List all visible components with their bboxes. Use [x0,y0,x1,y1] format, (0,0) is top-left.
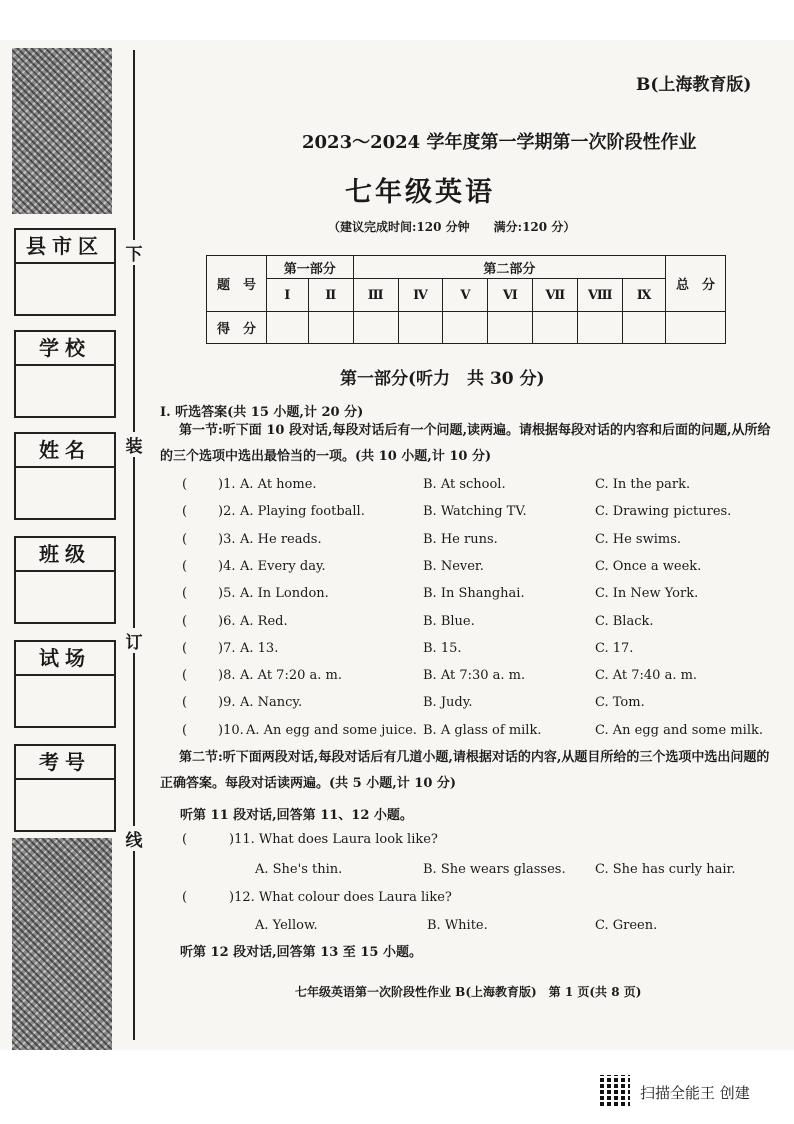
option-a: A. Yellow. [255,918,318,933]
section-title: Ⅰ. 听选答案(共 15 小题,计 20 分) [160,405,364,420]
question-row [182,586,782,610]
question-number: )10. [218,722,244,738]
question-row [182,695,782,719]
answer-blank[interactable]: ( [182,586,188,602]
option-b: B. White. [427,918,488,933]
question-11 [182,832,782,856]
answer-blank[interactable]: ( [182,668,188,684]
question-number: )7. [218,640,236,656]
option-a: A. Nancy. [240,695,303,711]
option-c: C. 17. [595,640,634,656]
page-footer: 七年级英语第一次阶段性作业 B(上海教育版) 第 1 页(共 8 页) [295,985,642,999]
option-c: C. He swims. [595,531,681,547]
option-a: A. Playing football. [240,504,365,520]
option-a: A. Every day. [240,558,326,574]
answer-blank[interactable]: ( [182,613,188,629]
field-label: 县市区 [16,230,114,264]
dialog12-note: 听第 12 段对话,回答第 13 至 15 小题。 [180,945,422,960]
question-12 [182,890,782,914]
question-row [182,641,782,665]
answer-blank[interactable]: ( [182,695,188,711]
option-c: C. Tom. [595,695,645,711]
col-numeral: Ⅳ [398,279,443,312]
option-a: A. At 7:20 a. m. [240,668,342,684]
score-cell[interactable] [353,312,398,344]
field-label: 试场 [16,642,114,676]
option-b: B. Blue. [423,613,475,629]
option-b: B. She wears glasses. [423,862,566,877]
question-row [182,504,782,528]
field-label: 班级 [16,538,114,572]
answer-blank[interactable]: ( [182,832,188,847]
scanner-watermark: 扫描全能王 创建 [640,1084,750,1102]
question-12-options [182,918,782,942]
question-row [182,559,782,583]
option-a: A. In London. [240,586,329,602]
col-numeral: Ⅲ [353,279,398,312]
col-numeral: Ⅸ [623,279,666,312]
option-a: A. She's thin. [255,862,343,877]
option-a: A. An egg and some juice. [246,722,417,738]
option-b: B. In Shanghai. [423,586,525,602]
binding-pattern-top [12,48,112,214]
answer-blank[interactable]: ( [182,640,188,656]
binding-pattern-bottom [12,838,112,1050]
binding-mark-xian: 线 [124,826,144,851]
score-cell[interactable] [443,312,488,344]
option-b: B. At 7:30 a. m. [423,668,526,684]
score-cell-total[interactable] [666,312,726,344]
option-c: C. Once a week. [595,558,702,574]
field-exam-room[interactable] [14,640,116,728]
option-b: B. 15. [423,640,462,656]
col-numeral: Ⅴ [443,279,488,312]
part1-header: 第一部分 [266,256,353,279]
option-a: A. He reads. [240,531,322,547]
score-cell[interactable] [623,312,666,344]
answer-blank[interactable]: ( [182,558,188,574]
col-numeral: Ⅶ [533,279,578,312]
question-number: )6. [218,613,236,629]
row-label-score: 得 分 [207,312,267,344]
section2-intro: 第二节:听下面两段对话,每段对话后有几道小题,请根据对话的内容,从题目所给的三个选项中选出问题的正确答案。每段对话读两遍。(共 5 小题,计 10 分) [160,750,770,791]
field-class[interactable] [14,536,116,624]
field-name[interactable] [14,432,116,520]
page-title: 七年级英语 [345,177,495,208]
binding-mark-xia: 下 [124,240,144,265]
answer-blank[interactable]: ( [182,477,188,492]
binding-mark-ding: 订 [124,628,144,653]
option-b: B. A glass of milk. [423,722,542,738]
field-school[interactable] [14,330,116,418]
option-b: B. Never. [423,558,484,574]
score-cell[interactable] [308,312,353,344]
question-row [182,532,782,556]
field-label: 姓名 [16,434,114,468]
option-c: C. At 7:40 a. m. [595,668,698,684]
option-c: C. Black. [595,613,654,629]
question-number: )4. [218,558,236,574]
part-title: 第一部分(听力 共 30 分) [340,369,545,389]
option-b: B. He runs. [423,531,498,547]
question-row [182,723,782,747]
score-cell[interactable] [488,312,533,344]
answer-blank[interactable]: ( [182,890,188,905]
option-a: A. 13. [240,640,279,656]
binding-line [133,50,135,1040]
answer-blank[interactable]: ( [182,531,188,547]
option-c: C. In New York. [595,586,699,602]
option-c: C. In the park. [595,477,691,492]
option-c: C. She has curly hair. [595,862,736,877]
option-c: C. Green. [595,918,658,933]
col-numeral: Ⅱ [308,279,353,312]
answer-blank[interactable]: ( [182,722,188,738]
option-a: A. At home. [240,477,317,492]
part2-header: 第二部分 [353,256,665,279]
section1-intro: 第一节:听下面 10 段对话,每段对话后有一个问题,读两遍。请根据每段对话的内容和后面的问题,从所给的三个选项中选出最恰当的一项。(共 10 小题,计 10 分) [160,423,771,464]
option-c: C. Drawing pictures. [595,504,732,520]
question-11-options [182,862,782,886]
question-row [182,477,782,501]
score-table [206,255,726,344]
option-b: B. Watching TV. [423,504,527,520]
question-number: )3. [218,531,236,547]
question-number: )1. [218,477,236,492]
dialog11-note: 听第 11 段对话,回答第 11、12 小题。 [180,808,413,823]
question-number: )9. [218,695,236,711]
score-cell[interactable] [578,312,623,344]
total-header: 总 分 [666,256,726,312]
col-numeral: Ⅰ [266,279,308,312]
field-label: 学校 [16,332,114,366]
question-row [182,614,782,638]
option-c: C. An egg and some milk. [595,722,763,738]
option-a: A. Red. [240,613,288,629]
score-cell[interactable] [266,312,308,344]
field-exam-number[interactable] [14,744,116,832]
field-label: 考号 [16,746,114,780]
time-note: （建议完成时间:120 分钟 满分:120 分） [328,220,576,234]
edition-label: B(上海教育版) [636,75,752,95]
option-b: B. At school. [423,477,506,492]
question-number: )2. [218,504,236,520]
answer-blank[interactable]: ( [182,504,188,520]
question-number: )5. [218,586,236,602]
col-numeral: Ⅷ [578,279,623,312]
term-header: 2023～2024 学年度第一学期第一次阶段性作业 [302,132,697,153]
question-stem: )12. What colour does Laura like? [229,890,452,905]
option-b: B. Judy. [423,695,473,711]
field-county[interactable] [14,228,116,316]
score-cell[interactable] [398,312,443,344]
col-numeral: Ⅵ [488,279,533,312]
question-stem: )11. What does Laura look like? [229,832,438,847]
binding-mark-zhuang: 装 [124,432,144,457]
question-number: )8. [218,668,236,684]
question-row [182,668,782,692]
score-cell[interactable] [533,312,578,344]
row-label-question: 题 号 [207,256,267,312]
qr-code-icon [597,1075,630,1108]
